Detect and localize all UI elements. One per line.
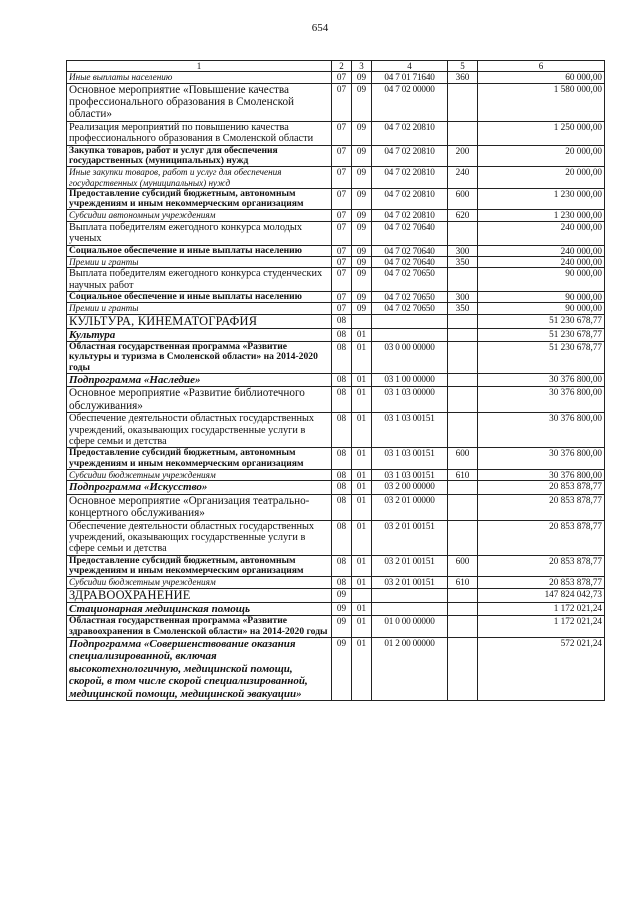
expense-kind-code: 350 [448, 303, 478, 314]
target-article-code: 03 1 03 00151 [372, 448, 448, 470]
amount: 30 376 800,00 [478, 470, 605, 481]
table-row [67, 481, 605, 494]
subsection-code: 01 [352, 494, 372, 520]
amount: 20 853 878,77 [478, 555, 605, 577]
expense-kind-code: 350 [448, 256, 478, 267]
amount: 240 000,00 [478, 221, 605, 245]
item-name: КУЛЬТУРА, КИНЕМАТОГРАФИЯ [67, 314, 332, 328]
item-name: Подпрограмма «Совершенствование оказания специализированной, включая высокотехнологичную, медицинской помощи, скорой, в том числе скорой специализированной, медицинской помощи, медицинской эвакуации» [67, 637, 332, 700]
section-code: 09 [332, 588, 352, 602]
item-name: Закупка товаров, работ и услуг для обеспечения государственных (муниципальных) нужд [67, 145, 332, 167]
amount: 240 000,00 [478, 256, 605, 267]
target-article-code: 04 7 02 20810 [372, 188, 448, 210]
budget-table [66, 60, 605, 701]
section-code: 08 [332, 314, 352, 328]
amount: 1 172 021,24 [478, 616, 605, 638]
item-name: Обеспечение деятельности областных государственных учреждений, оказывающих государственные услуги в сфере семьи и детства [67, 520, 332, 555]
amount: 51 230 678,77 [478, 314, 605, 328]
item-name: Основное мероприятие «Развитие библиотечного обслуживания» [67, 387, 332, 413]
subsection-code [352, 314, 372, 328]
subsection-code: 01 [352, 602, 372, 615]
expense-kind-code: 300 [448, 291, 478, 302]
subsection-code: 01 [352, 448, 372, 470]
expense-kind-code: 300 [448, 245, 478, 256]
table-row [67, 245, 605, 256]
item-name: Основное мероприятие «Повышение качества профессионального образования в Смоленской области» [67, 83, 332, 121]
amount: 20 853 878,77 [478, 520, 605, 555]
table-row [67, 121, 605, 145]
expense-kind-code [448, 616, 478, 638]
target-article-code: 04 7 02 70640 [372, 256, 448, 267]
target-article-code: 04 7 02 20810 [372, 167, 448, 189]
table-row [67, 167, 605, 189]
table-row [67, 374, 605, 387]
amount: 30 376 800,00 [478, 413, 605, 448]
amount: 30 376 800,00 [478, 374, 605, 387]
table-row [67, 291, 605, 302]
expense-kind-code [448, 520, 478, 555]
section-code: 07 [332, 121, 352, 145]
amount: 20 853 878,77 [478, 481, 605, 494]
item-name: Выплата победителям ежегодного конкурса студенческих научных работ [67, 268, 332, 292]
section-code: 07 [332, 291, 352, 302]
subsection-code: 09 [352, 268, 372, 292]
subsection-code: 09 [352, 303, 372, 314]
subsection-code: 09 [352, 256, 372, 267]
subsection-code: 01 [352, 374, 372, 387]
amount: 1 230 000,00 [478, 210, 605, 221]
section-code: 08 [332, 342, 352, 374]
column-number: 6 [478, 61, 605, 72]
item-name: Социальное обеспечение и иные выплаты населению [67, 291, 332, 302]
section-code: 08 [332, 374, 352, 387]
amount: 90 000,00 [478, 303, 605, 314]
table-body [67, 72, 605, 701]
section-code: 07 [332, 72, 352, 83]
item-name: Иные выплаты населению [67, 72, 332, 83]
expense-kind-code [448, 637, 478, 700]
expense-kind-code [448, 413, 478, 448]
subsection-code: 09 [352, 291, 372, 302]
table-row [67, 470, 605, 481]
amount: 20 000,00 [478, 167, 605, 189]
section-code: 07 [332, 221, 352, 245]
amount: 147 824 042,73 [478, 588, 605, 602]
target-article-code: 03 1 03 00151 [372, 413, 448, 448]
item-name: Основное мероприятие «Организация театрально-концертного обслуживания» [67, 494, 332, 520]
table-row [67, 602, 605, 615]
item-name: Предоставление субсидий бюджетным, автономным учреждениям и иным некоммерческим организациям [67, 555, 332, 577]
column-number: 4 [372, 61, 448, 72]
target-article-code: 04 7 02 70640 [372, 221, 448, 245]
table-row [67, 494, 605, 520]
item-name: Обеспечение деятельности областных государственных учреждений, оказывающих государственные услуги в сфере семьи и детства [67, 413, 332, 448]
target-article-code: 03 2 00 00000 [372, 481, 448, 494]
expense-kind-code: 600 [448, 188, 478, 210]
section-code: 07 [332, 167, 352, 189]
table-row [67, 387, 605, 413]
item-name: Социальное обеспечение и иные выплаты населению [67, 245, 332, 256]
table-row [67, 588, 605, 602]
target-article-code: 04 7 02 20810 [372, 210, 448, 221]
target-article-code: 03 1 00 00000 [372, 374, 448, 387]
target-article-code [372, 588, 448, 602]
table-row [67, 637, 605, 700]
target-article-code: 04 7 02 20810 [372, 145, 448, 167]
expense-kind-code: 200 [448, 145, 478, 167]
column-number: 5 [448, 61, 478, 72]
item-name: Реализация мероприятий по повышению качества профессионального образования в Смоленской области [67, 121, 332, 145]
amount: 1 230 000,00 [478, 188, 605, 210]
table-row [67, 314, 605, 328]
item-name: Стационарная медицинская помощь [67, 602, 332, 615]
section-code: 07 [332, 256, 352, 267]
page-number: 654 [311, 22, 329, 34]
amount: 60 000,00 [478, 72, 605, 83]
subsection-code: 09 [352, 145, 372, 167]
target-article-code [372, 314, 448, 328]
item-name: Иные закупки товаров, работ и услуг для обеспечения государственных (муниципальных) нужд [67, 167, 332, 189]
amount: 1 580 000,00 [478, 83, 605, 121]
target-article-code [372, 328, 448, 341]
amount: 572 021,24 [478, 637, 605, 700]
subsection-code: 01 [352, 577, 372, 588]
table-row [67, 413, 605, 448]
target-article-code: 04 7 02 70650 [372, 268, 448, 292]
target-article-code [372, 602, 448, 615]
table-row [67, 145, 605, 167]
expense-kind-code [448, 494, 478, 520]
item-name: Предоставление субсидий бюджетным, автономным учреждениям и иным некоммерческим организациям [67, 188, 332, 210]
item-name: Выплата победителям ежегодного конкурса молодых ученых [67, 221, 332, 245]
table-row [67, 555, 605, 577]
table-row [67, 328, 605, 341]
expense-kind-code [448, 374, 478, 387]
section-code: 08 [332, 481, 352, 494]
expense-kind-code [448, 602, 478, 615]
subsection-code: 01 [352, 481, 372, 494]
column-number: 2 [332, 61, 352, 72]
amount: 51 230 678,77 [478, 328, 605, 341]
item-name: Премии и гранты [67, 256, 332, 267]
expense-kind-code: 610 [448, 577, 478, 588]
column-number: 3 [352, 61, 372, 72]
target-article-code: 04 7 02 20810 [372, 121, 448, 145]
expense-kind-code: 600 [448, 448, 478, 470]
amount: 90 000,00 [478, 291, 605, 302]
section-code: 07 [332, 83, 352, 121]
subsection-code: 09 [352, 121, 372, 145]
subsection-code: 01 [352, 387, 372, 413]
section-code: 09 [332, 602, 352, 615]
section-code: 09 [332, 616, 352, 638]
item-name: Премии и гранты [67, 303, 332, 314]
table-row [67, 520, 605, 555]
item-name: Подпрограмма «Искусство» [67, 481, 332, 494]
subsection-code: 01 [352, 470, 372, 481]
subsection-code: 01 [352, 342, 372, 374]
section-code: 07 [332, 145, 352, 167]
subsection-code [352, 588, 372, 602]
item-name: Областная государственная программа «Развитие культуры и туризма в Смоленской области» на 2014-2020 годы [67, 342, 332, 374]
target-article-code: 04 7 02 70650 [372, 303, 448, 314]
amount: 20 853 878,77 [478, 494, 605, 520]
target-article-code: 03 2 01 00151 [372, 555, 448, 577]
table-row [67, 448, 605, 470]
amount: 51 230 678,77 [478, 342, 605, 374]
amount: 20 853 878,77 [478, 577, 605, 588]
target-article-code: 03 2 01 00151 [372, 520, 448, 555]
expense-kind-code [448, 121, 478, 145]
amount: 90 000,00 [478, 268, 605, 292]
expense-kind-code: 620 [448, 210, 478, 221]
expense-kind-code [448, 314, 478, 328]
target-article-code: 04 7 02 70640 [372, 245, 448, 256]
subsection-code: 01 [352, 637, 372, 700]
section-code: 08 [332, 494, 352, 520]
section-code: 08 [332, 387, 352, 413]
expense-kind-code [448, 387, 478, 413]
table-row [67, 268, 605, 292]
subsection-code: 09 [352, 188, 372, 210]
subsection-code: 01 [352, 413, 372, 448]
expense-kind-code [448, 481, 478, 494]
table-row [67, 83, 605, 121]
target-article-code: 01 0 00 00000 [372, 616, 448, 638]
section-code: 07 [332, 303, 352, 314]
table-row [67, 72, 605, 83]
item-name: Культура [67, 328, 332, 341]
subsection-code: 09 [352, 72, 372, 83]
target-article-code: 04 7 01 71640 [372, 72, 448, 83]
target-article-code: 01 2 00 00000 [372, 637, 448, 700]
amount: 30 376 800,00 [478, 387, 605, 413]
target-article-code: 03 0 00 00000 [372, 342, 448, 374]
expense-kind-code [448, 328, 478, 341]
subsection-code: 01 [352, 555, 372, 577]
target-article-code: 03 1 03 00000 [372, 387, 448, 413]
section-code: 08 [332, 413, 352, 448]
table-row [67, 303, 605, 314]
amount: 1 172 021,24 [478, 602, 605, 615]
section-code: 08 [332, 448, 352, 470]
section-code: 08 [332, 577, 352, 588]
section-code: 07 [332, 245, 352, 256]
item-name: ЗДРАВООХРАНЕНИЕ [67, 588, 332, 602]
subsection-code: 09 [352, 245, 372, 256]
subsection-code: 09 [352, 83, 372, 121]
expense-kind-code [448, 342, 478, 374]
amount: 1 250 000,00 [478, 121, 605, 145]
item-name: Областная государственная программа «Развитие здравоохранения в Смоленской области» на 2014-2020 годы [67, 616, 332, 638]
target-article-code: 03 2 01 00151 [372, 577, 448, 588]
section-code: 09 [332, 637, 352, 700]
expense-kind-code [448, 268, 478, 292]
section-code: 08 [332, 520, 352, 555]
item-name: Подпрограмма «Наследие» [67, 374, 332, 387]
column-number: 1 [67, 61, 332, 72]
expense-kind-code [448, 588, 478, 602]
item-name: Субсидии бюджетным учреждениям [67, 577, 332, 588]
item-name: Субсидии автономным учреждениям [67, 210, 332, 221]
amount: 30 376 800,00 [478, 448, 605, 470]
section-code: 07 [332, 268, 352, 292]
table-row [67, 577, 605, 588]
table-row [67, 188, 605, 210]
expense-kind-code: 240 [448, 167, 478, 189]
subsection-code: 09 [352, 221, 372, 245]
expense-kind-code: 610 [448, 470, 478, 481]
section-code: 07 [332, 210, 352, 221]
section-code: 07 [332, 188, 352, 210]
target-article-code: 03 1 03 00151 [372, 470, 448, 481]
subsection-code: 01 [352, 520, 372, 555]
subsection-code: 09 [352, 210, 372, 221]
table-row [67, 210, 605, 221]
subsection-code: 09 [352, 167, 372, 189]
table-row [67, 616, 605, 638]
target-article-code: 03 2 01 00000 [372, 494, 448, 520]
section-code: 08 [332, 328, 352, 341]
subsection-code: 01 [352, 616, 372, 638]
expense-kind-code [448, 221, 478, 245]
column-number-row [67, 61, 605, 72]
item-name: Предоставление субсидий бюджетным, автономным учреждениям и иным некоммерческим организациям [67, 448, 332, 470]
expense-kind-code: 600 [448, 555, 478, 577]
amount: 20 000,00 [478, 145, 605, 167]
item-name: Субсидии бюджетным учреждениям [67, 470, 332, 481]
subsection-code: 01 [352, 328, 372, 341]
table-row [67, 221, 605, 245]
table-row [67, 342, 605, 374]
target-article-code: 04 7 02 70650 [372, 291, 448, 302]
expense-kind-code: 360 [448, 72, 478, 83]
table-row [67, 256, 605, 267]
section-code: 08 [332, 470, 352, 481]
amount: 240 000,00 [478, 245, 605, 256]
target-article-code: 04 7 02 00000 [372, 83, 448, 121]
section-code: 08 [332, 555, 352, 577]
expense-kind-code [448, 83, 478, 121]
